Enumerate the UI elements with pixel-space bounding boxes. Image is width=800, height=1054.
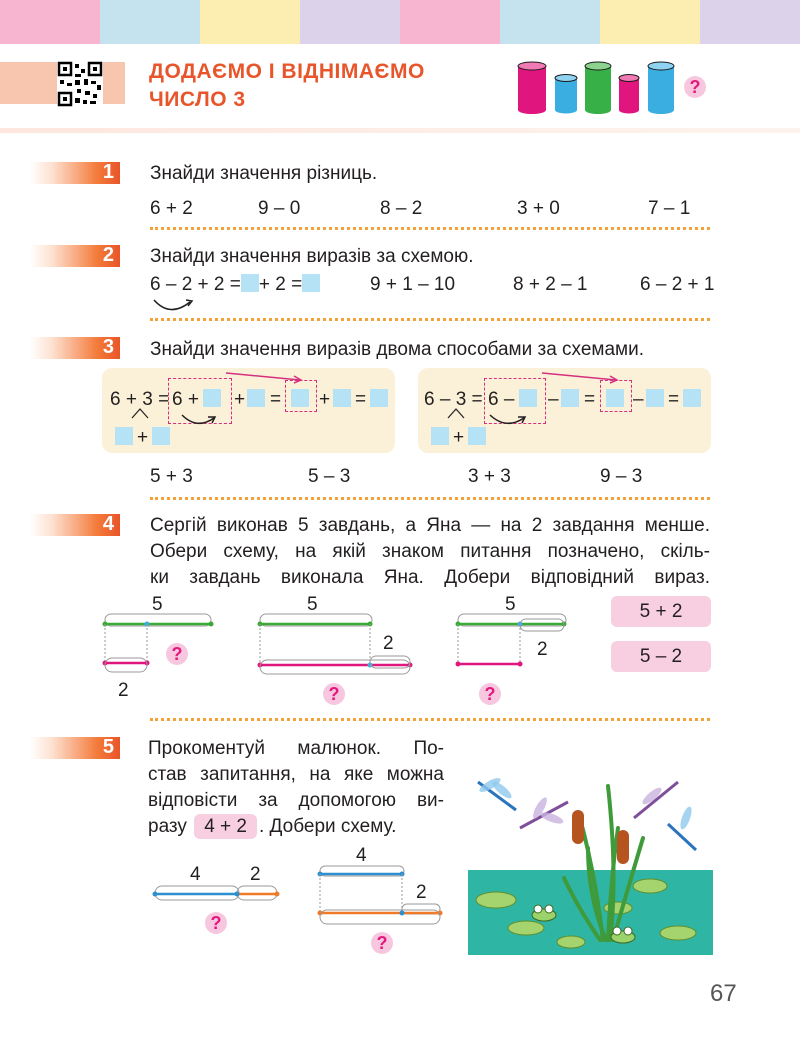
cylinder-icon [585, 62, 611, 114]
question-badge: ? [371, 932, 393, 954]
task-separator [150, 718, 710, 721]
scheme-inner: 6 – [488, 389, 515, 410]
task1-expr: 8 – 2 [380, 198, 423, 219]
segment-diagrams-task4 [100, 594, 430, 704]
task3-expr: 3 + 3 [468, 466, 511, 487]
answer-box[interactable] [115, 427, 133, 445]
answer-box[interactable] [152, 427, 170, 445]
task1-expr: 6 + 2 [150, 198, 193, 219]
scheme-eq: = [668, 389, 680, 410]
cylinders-illustration [515, 58, 675, 116]
header-stripe [600, 0, 700, 44]
task-separator [150, 497, 710, 500]
answer-box[interactable] [468, 427, 486, 445]
task1-expr: 7 – 1 [648, 198, 691, 219]
task2-expr: 9 + 1 – 10 [370, 274, 456, 295]
task-number-5: 5 [30, 737, 120, 759]
task-number-2: 2 [30, 245, 120, 267]
answer-box[interactable] [241, 274, 259, 292]
scheme-op: + [319, 389, 331, 410]
header-stripe [300, 0, 400, 44]
task4-text: Сергій виконав 5 завдань, а Яна — на 2 завдання менше. Обери схему, на якій знаком питання позначено, скіль- ки завдань виконала Яна. Добери відповідний вираз. [150, 515, 710, 588]
header-stripe [400, 0, 500, 44]
cattail-icon [572, 810, 629, 864]
task-separator [150, 318, 710, 321]
task2-expr: 8 + 2 – 1 [513, 274, 588, 295]
scheme-op: + [234, 389, 246, 410]
cylinder-icon [555, 75, 577, 114]
header-stripe [700, 0, 800, 44]
segment-label: 5 [152, 594, 163, 615]
scheme-op: – [548, 389, 559, 410]
task-number-4: 4 [30, 514, 120, 536]
question-badge: ? [166, 643, 188, 665]
cylinder-icon [518, 62, 546, 114]
task3-expr: 9 – 3 [600, 466, 643, 487]
scheme-inner: 6 + [172, 389, 199, 410]
answer-option[interactable]: 5 + 2 [611, 596, 711, 627]
scheme-eq: = [270, 389, 282, 410]
scheme-eq: = [355, 389, 367, 410]
segment-label: 2 [383, 633, 394, 654]
task5-text: Прокоментуй малюнок. По- став запитання, на яке можна відповісти за допомогою ви- [148, 738, 444, 811]
scheme-split: + [453, 427, 465, 448]
qr-code-icon[interactable] [57, 61, 103, 107]
answer-option[interactable]: 5 – 2 [611, 641, 711, 672]
question-badge: ? [479, 683, 501, 705]
header-divider [0, 128, 800, 133]
answer-box[interactable] [431, 427, 449, 445]
task-number-1: 1 [30, 162, 120, 184]
task2-expr: 6 – 2 + 1 [640, 274, 715, 295]
curved-arrow-icon [150, 296, 200, 318]
cylinder-icon [648, 62, 674, 114]
task2-instruction: Знайди значення виразів за схемою. [150, 246, 474, 267]
segment-diagram-c [452, 594, 582, 704]
segment-label: 2 [118, 680, 129, 701]
segment-label: 2 [250, 864, 261, 885]
segment-label: 4 [190, 864, 201, 885]
header-stripe [100, 0, 200, 44]
task3-expr: 5 + 3 [150, 466, 193, 487]
segment-label: 2 [537, 639, 548, 660]
task5-line4: разу 4 + 2 . Добери схему. [148, 816, 397, 837]
task2-scheme: 6 – 2 + 2 = + 2 = [150, 272, 320, 297]
scheme-split: + [137, 427, 149, 448]
scheme-eq: = [584, 389, 596, 410]
task1-instruction: Знайди значення різниць. [150, 163, 378, 184]
pond-illustration [468, 768, 713, 955]
task-number-3: 3 [30, 337, 120, 359]
page-number: 67 [710, 980, 737, 1007]
expression-badge: 4 + 2 [194, 814, 257, 839]
header-stripe [200, 0, 300, 44]
header-stripe [500, 0, 600, 44]
task3-instruction: Знайди значення виразів двома способами за схемами. [150, 339, 644, 360]
scheme-op: – [633, 389, 644, 410]
scheme-start: 6 – 3 = [424, 389, 483, 410]
header-stripe [0, 0, 100, 44]
segment-label: 5 [505, 594, 516, 615]
task-separator [150, 227, 710, 230]
task1-expr: 9 – 0 [258, 198, 301, 219]
task1-expr: 3 + 0 [517, 198, 560, 219]
segment-label: 2 [416, 882, 427, 903]
answer-box[interactable] [302, 274, 320, 292]
scheme-start: 6 + 3 = [110, 389, 170, 410]
page-title: ДОДАЄМО І ВІДНІМАЄМО ЧИСЛО 3 [149, 60, 425, 111]
question-badge: ? [205, 912, 227, 934]
segment-label: 5 [307, 594, 318, 615]
task3-expr: 5 – 3 [308, 466, 351, 487]
cylinder-icon [619, 75, 639, 114]
question-badge: ? [684, 76, 706, 98]
segment-label: 4 [356, 845, 367, 866]
question-badge: ? [323, 683, 345, 705]
